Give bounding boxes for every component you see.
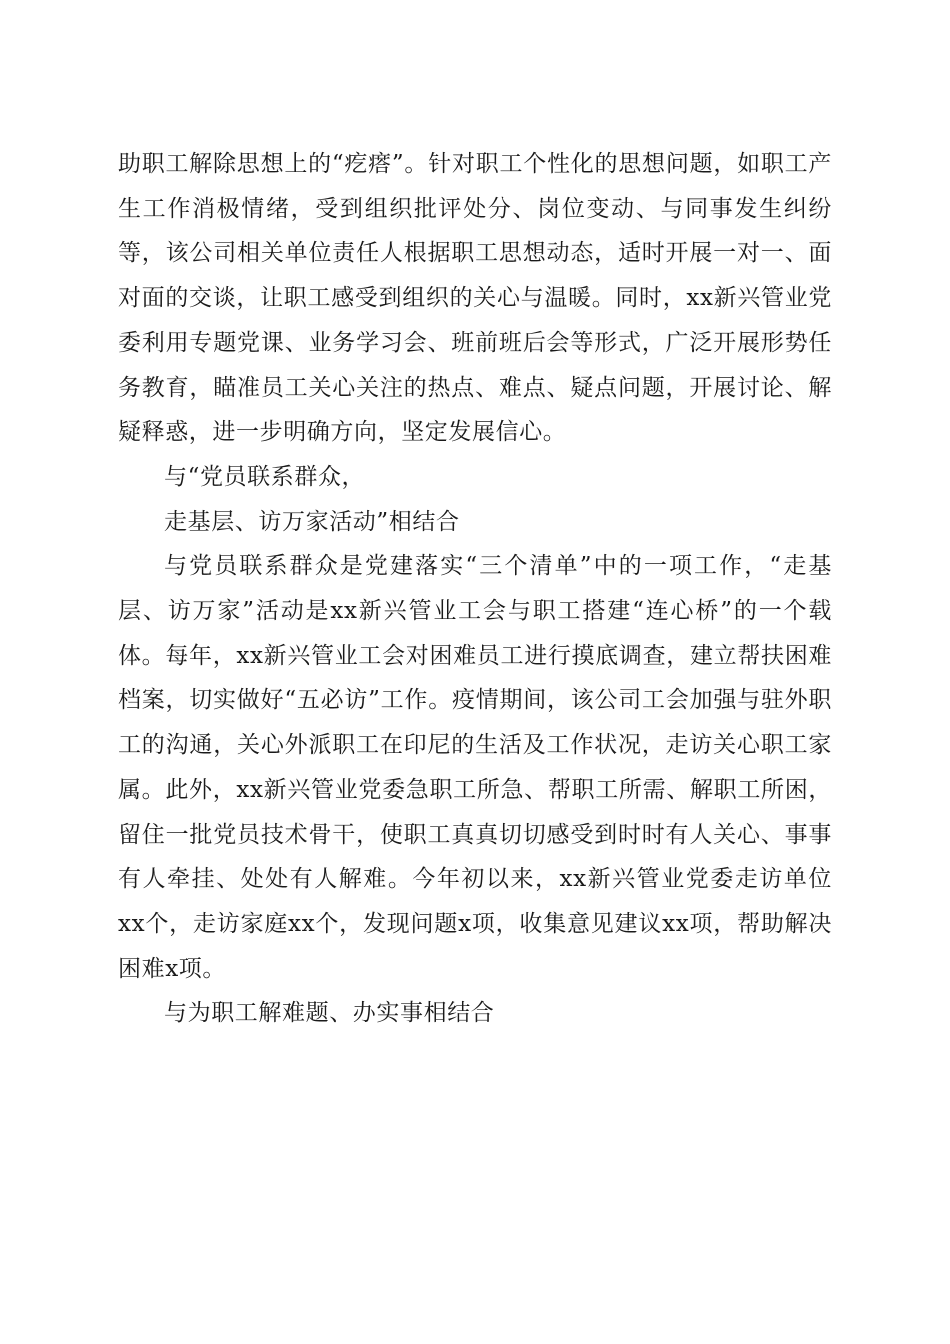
section-heading-line-2: 走基层、访万家活动”相结合 [164,508,460,535]
section-heading: 与为职工解难题、办实事相结合 [164,1000,495,1027]
document-body [118,142,832,1036]
section-heading-line-1: 与“党员联系群众， [164,463,366,490]
paragraph-body: 与党员联系群众是党建落实“三个清单”中的一项工作，“走基层、访万家”活动是xx新兴管业工会与职工搭建“连心桥”的一个载体。每年，xx新兴管业工会对困难员工进行摸底调查，建立帮扶困难档案，切实做好“五必访”工作。疫情期间，该公司工会加强与驻外职工的沟通，关心外派职工在印尼的生活及工作状况，走访关心职工家属。此外，xx新兴管业党委急职工所急、帮职工所需、解职工所困，留住一批党员技术骨干，使职工真真切切感受到时时有人关心、事事有人牵挂、处处有人解难。今年初以来，xx新兴管业党委走访单位xx个，走访家庭xx个，发现问题x项，收集意见建议xx项，帮助解决困难x项。 [118,553,832,982]
paragraph-continuation: 助职工解除思想上的“疙瘩”。针对职工个性化的思想问题，如职工产生工作消极情绪，受到组织批评处分、岗位变动、与同事发生纠纷等，该公司相关单位责任人根据职工思想动态，适时开展一对一、面对面的交谈，让职工感受到组织的关心与温暖。同时，xx新兴管业党委利用专题党课、业务学习会、班前班后会等形式，广泛开展形势任务教育，瞄准员工关心关注的热点、难点、疑点问题，开展讨论、解疑释惑，进一步明确方向，坚定发展信心。 [118,151,832,446]
